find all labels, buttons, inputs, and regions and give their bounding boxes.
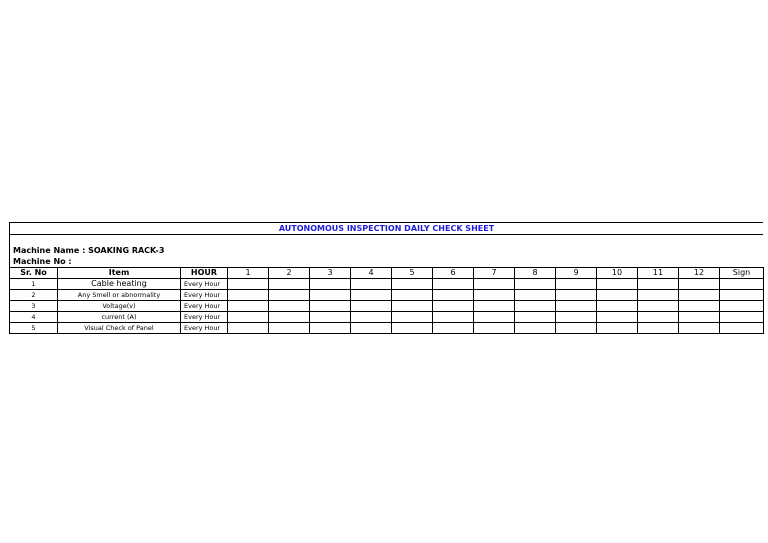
check-cell[interactable] — [474, 312, 515, 323]
sign-cell[interactable] — [720, 312, 764, 323]
check-cell[interactable] — [228, 323, 269, 334]
check-cell[interactable] — [228, 290, 269, 301]
machine-info — [9, 235, 763, 267]
header-hour-8: 8 — [515, 268, 556, 279]
check-cell[interactable] — [351, 312, 392, 323]
check-cell[interactable] — [269, 301, 310, 312]
header-hour: HOUR — [181, 268, 228, 279]
check-cell[interactable] — [392, 312, 433, 323]
row-sr: 5 — [10, 323, 58, 334]
check-cell[interactable] — [556, 323, 597, 334]
check-cell[interactable] — [597, 301, 638, 312]
header-hour-3: 3 — [310, 268, 351, 279]
row-item: Any Smell or abnormality — [58, 290, 181, 301]
check-cell[interactable] — [638, 279, 679, 290]
row-sr: 1 — [10, 279, 58, 290]
check-cell[interactable] — [269, 290, 310, 301]
header-hour-6: 6 — [433, 268, 474, 279]
check-cell[interactable] — [556, 301, 597, 312]
check-cell[interactable] — [556, 312, 597, 323]
row-sr: 4 — [10, 312, 58, 323]
row-frequency: Every Hour — [181, 290, 228, 301]
check-cell[interactable] — [679, 312, 720, 323]
check-cell[interactable] — [679, 323, 720, 334]
check-cell[interactable] — [433, 323, 474, 334]
check-cell[interactable] — [351, 290, 392, 301]
header-hour-10: 10 — [597, 268, 638, 279]
check-cell[interactable] — [310, 323, 351, 334]
row-frequency: Every Hour — [181, 301, 228, 312]
sign-cell[interactable] — [720, 301, 764, 312]
table-row — [10, 312, 764, 323]
check-cell[interactable] — [433, 290, 474, 301]
check-cell[interactable] — [228, 312, 269, 323]
header-sign: Sign — [720, 268, 764, 279]
row-item: current (A) — [58, 312, 181, 323]
table-row — [10, 290, 764, 301]
check-cell[interactable] — [515, 312, 556, 323]
header-hour-11: 11 — [638, 268, 679, 279]
check-cell[interactable] — [310, 279, 351, 290]
header-hour-9: 9 — [556, 268, 597, 279]
check-cell[interactable] — [638, 312, 679, 323]
row-item: Voltage(v) — [58, 301, 181, 312]
check-cell[interactable] — [310, 290, 351, 301]
check-cell[interactable] — [351, 323, 392, 334]
check-cell[interactable] — [392, 301, 433, 312]
check-cell[interactable] — [310, 312, 351, 323]
check-cell[interactable] — [474, 301, 515, 312]
check-cell[interactable] — [228, 279, 269, 290]
check-cell[interactable] — [351, 279, 392, 290]
inspection-table — [9, 267, 764, 334]
check-cell[interactable] — [556, 290, 597, 301]
header-item: Item — [58, 268, 181, 279]
sign-cell[interactable] — [720, 290, 764, 301]
check-cell[interactable] — [310, 301, 351, 312]
check-cell[interactable] — [638, 323, 679, 334]
row-item: Cable heating — [58, 279, 181, 290]
check-cell[interactable] — [474, 290, 515, 301]
machine-no: Machine No : — [13, 257, 72, 266]
check-cell[interactable] — [556, 279, 597, 290]
check-sheet — [9, 222, 763, 334]
row-frequency: Every Hour — [181, 323, 228, 334]
row-frequency: Every Hour — [181, 279, 228, 290]
row-item: Visual Check of Panel — [58, 323, 181, 334]
header-hour-4: 4 — [351, 268, 392, 279]
header-hour-2: 2 — [269, 268, 310, 279]
header-sr-no: Sr. No — [10, 268, 58, 279]
table-row — [10, 279, 764, 290]
check-cell[interactable] — [392, 323, 433, 334]
header-hour-7: 7 — [474, 268, 515, 279]
check-cell[interactable] — [515, 323, 556, 334]
table-row — [10, 301, 764, 312]
row-sr: 3 — [10, 301, 58, 312]
check-cell[interactable] — [269, 323, 310, 334]
sign-cell[interactable] — [720, 279, 764, 290]
check-cell[interactable] — [597, 290, 638, 301]
row-sr: 2 — [10, 290, 58, 301]
sign-cell[interactable] — [720, 323, 764, 334]
row-frequency: Every Hour — [181, 312, 228, 323]
check-cell[interactable] — [597, 312, 638, 323]
check-cell[interactable] — [679, 290, 720, 301]
check-cell[interactable] — [228, 301, 269, 312]
check-cell[interactable] — [597, 323, 638, 334]
check-cell[interactable] — [679, 279, 720, 290]
machine-name: Machine Name : SOAKING RACK-3 — [13, 246, 165, 255]
check-cell[interactable] — [474, 323, 515, 334]
check-cell[interactable] — [515, 290, 556, 301]
check-cell[interactable] — [433, 279, 474, 290]
sheet-title: AUTONOMOUS INSPECTION DAILY CHECK SHEET — [9, 222, 763, 235]
check-cell[interactable] — [269, 279, 310, 290]
header-row — [10, 268, 764, 279]
header-hour-1: 1 — [228, 268, 269, 279]
check-cell[interactable] — [638, 290, 679, 301]
header-hour-5: 5 — [392, 268, 433, 279]
header-hour-12: 12 — [679, 268, 720, 279]
check-cell[interactable] — [433, 312, 474, 323]
check-cell[interactable] — [433, 301, 474, 312]
check-cell[interactable] — [638, 301, 679, 312]
check-cell[interactable] — [597, 279, 638, 290]
check-cell[interactable] — [474, 279, 515, 290]
check-cell[interactable] — [351, 301, 392, 312]
check-cell[interactable] — [515, 301, 556, 312]
check-cell[interactable] — [392, 290, 433, 301]
check-cell[interactable] — [269, 312, 310, 323]
check-cell[interactable] — [515, 279, 556, 290]
table-row — [10, 323, 764, 334]
check-cell[interactable] — [392, 279, 433, 290]
check-cell[interactable] — [679, 301, 720, 312]
